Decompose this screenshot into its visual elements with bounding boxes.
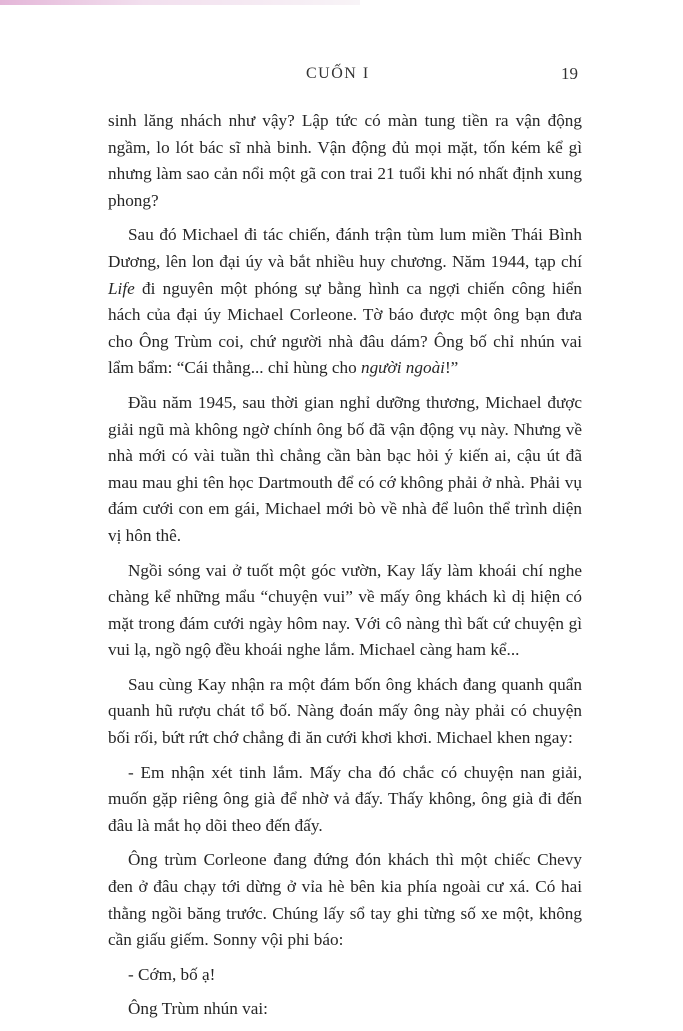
paragraph-text: !” bbox=[444, 358, 459, 378]
page-header bbox=[0, 64, 683, 88]
magazine-title: Life bbox=[108, 278, 135, 298]
dialogue-paragraph bbox=[108, 760, 582, 840]
paragraph-text: Ông trùm Corleone đang đứng đón khách thì một chiếc Chevy đen ở đâu chạy tới dừng ở vỉa hè bên kia phía ngoài cư xá. Có hai thằng ngồi băng trước. Chúng lấy sổ tay ghi từng số xe một, không cần giấu giếm. Sonny vội phi báo: bbox=[108, 850, 582, 950]
paragraph bbox=[108, 390, 582, 550]
paragraph bbox=[108, 996, 582, 1023]
paragraph bbox=[108, 672, 582, 752]
page-number: 19 bbox=[561, 64, 578, 83]
paragraph-text: - Cớm, bố ạ! bbox=[128, 964, 216, 984]
paragraph bbox=[108, 847, 582, 953]
paragraph-text: Ngồi sóng vai ở tuốt một góc vườn, Kay lấy làm khoái chí nghe chàng kể những mẩu “chuyện vui” về mấy ông khách kì dị hiện có mặt trong đám cưới ngày hôm nay. Với cô nàng thì bất cứ chuyện gì vui lạ, ngồ ngộ đều khoái nghe lắm. Michael càng ham kể... bbox=[108, 560, 582, 660]
emphasis: người ngoài bbox=[360, 358, 445, 378]
dialogue-paragraph bbox=[108, 962, 582, 989]
paragraph-text: sinh lăng nhách như vậy? Lập tức có màn tung tiền ra vận động ngầm, lo lót bác sĩ nhà binh. Vận động đủ mọi mặt, tốn kém kể gì nhưng làm sao cản nổi một gã con trai 21 tuổi khi nó nhất định xung phong? bbox=[108, 111, 582, 210]
paragraph-text: Ông Trùm nhún vai: bbox=[128, 999, 268, 1019]
paragraph bbox=[108, 558, 582, 664]
body-text bbox=[108, 108, 582, 1031]
paragraph-text: Sau đó Michael đi tác chiến, đánh trận tùm lum miền Thái Bình Dương, lên lon đại úy và bắt nhiều huy chương. Năm 1944, tạp chí bbox=[108, 225, 582, 271]
paragraph-text: đi nguyên một phóng sự bằng hình ca ngợi chiến công hiển hách của đại úy Michael Corleone. Tờ báo được một ông bạn đưa cho Ông Trùm coi, chứ người nhà đâu dám? Ông bố chỉ nhún vai lẩm bẩm: “Cái thằng... chỉ hùng cho bbox=[108, 278, 582, 378]
scan-edge-strip bbox=[0, 0, 360, 5]
paragraph bbox=[108, 222, 582, 382]
paragraph-text: Đầu năm 1945, sau thời gian nghỉ dưỡng thương, Michael được giải ngũ mà không ngờ chính ông bố đã vận động vụ này. Nhưng về nhà mới có vài tuần thì chẳng cần bàn bạc hỏi ý kiến ai, cậu út đã mau mau ghi tên học Dartmouth để có cớ không phải ở nhà. Phải vụ đám cưới con em gái, Michael mới bò về nhà để luôn thể trình diện vị hôn thê. bbox=[108, 392, 582, 545]
running-title: CUỐN I bbox=[306, 65, 370, 82]
paragraph-text: Sau cùng Kay nhận ra một đám bốn ông khách đang quanh quẩn quanh hũ rượu chát tổ bố. Nàng đoán mấy ông này phải có chuyện bối rối, bứt rứt chớ chẳng đi ăn cưới khơi khơi. Michael khen ngay: bbox=[108, 674, 582, 748]
paragraph bbox=[108, 108, 582, 214]
paragraph-text: - Em nhận xét tinh lắm. Mấy cha đó chắc có chuyện nan giải, muốn gặp riêng ông già để nhờ vả đấy. Thấy không, ông già đi đến đâu là mắt họ dõi theo đến đấy. bbox=[108, 762, 582, 835]
